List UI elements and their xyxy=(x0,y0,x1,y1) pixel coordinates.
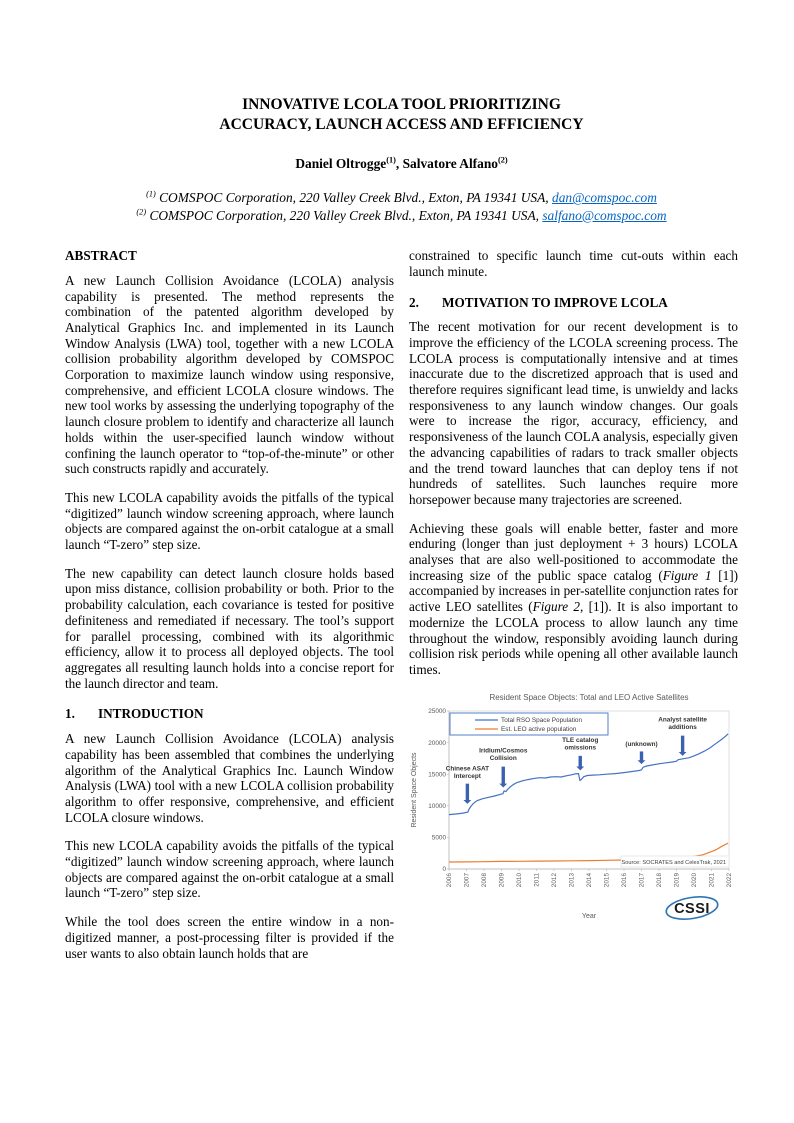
chart-annotation xyxy=(625,740,657,763)
continuation-paragraph-wrap xyxy=(409,248,738,279)
chart-title: Resident Space Objects: Total and LEO Active Satellites xyxy=(489,692,689,702)
paragraph xyxy=(409,521,738,678)
svg-text:CSSI: CSSI xyxy=(674,900,710,917)
paragraph: This new LCOLA capability avoids the pitfalls of the typical “digitized” launch window screening approach, where launch objects are compared against the on-orbit catalogue at a small launch “T-zero” step size. xyxy=(65,489,394,553)
paragraph: constrained to specific launch time cut-outs within each launch minute. xyxy=(409,248,738,279)
affiliation-marker: (2) xyxy=(136,207,147,217)
affiliation-marker: (1) xyxy=(146,189,156,199)
x-tick-label: 2013 xyxy=(568,872,576,887)
title-line-2: ACCURACY, LAUNCH ACCESS AND EFFICIENCY xyxy=(219,116,584,134)
svg-text:additions: additions xyxy=(668,723,697,731)
x-tick-label: 2019 xyxy=(673,872,681,887)
x-tick-label: 2017 xyxy=(638,872,646,887)
abstract-heading: ABSTRACT xyxy=(65,248,137,264)
cssi-logo xyxy=(665,893,720,922)
paragraph: While the tool does screen the entire window in a non-digitized manner, a post-processing filter is provided if the user wants to also obtain launch holds that are xyxy=(65,914,394,961)
authors-line: Daniel Oltrogge$^{(1)}$, Salvatore Alfano$^{(2)}$ xyxy=(295,155,508,172)
svg-text:TLE catalog: TLE catalog xyxy=(562,736,599,744)
rso-line-chart xyxy=(409,691,739,941)
x-tick-label: 2009 xyxy=(498,872,506,887)
section-title: INTRODUCTION xyxy=(98,706,204,722)
abstract-section xyxy=(65,273,394,692)
svg-text:Intercept: Intercept xyxy=(453,772,481,780)
y-tick-label: 5000 xyxy=(431,834,446,842)
y-axis-label: Resident Space Objects xyxy=(411,752,418,828)
source-note: Source: SOCRATES and CelesTrak, 2021 xyxy=(621,859,726,866)
affiliation-line xyxy=(65,189,738,206)
email-link[interactable]: salfano@comspoc.com xyxy=(542,207,667,223)
chart-legend xyxy=(450,713,608,735)
section-number: 1. xyxy=(65,706,75,722)
left-column xyxy=(65,248,394,974)
motivation-heading xyxy=(409,295,738,311)
x-tick-label: 2021 xyxy=(708,872,716,887)
x-tick-label: 2022 xyxy=(726,872,734,887)
author-affiliation-marker: (1) xyxy=(386,155,396,165)
affiliation-text: COMSPOC Corporation, 220 Valley Creek Blvd., Exton, PA 19341 USA, xyxy=(155,190,552,206)
y-tick-label: 25000 xyxy=(428,707,446,715)
paragraph: A new Launch Collision Avoidance (LCOLA) analysis capability has been assembled that combines the underlying algorithm of the Analytical Graphics Inc. Launch Window Analysis (LWA) tool with a new LCOLA collision probability algorithm to offer responsive, comprehensive, and efficient LCOLA closure windows. xyxy=(65,731,394,825)
svg-text:Analyst satellite: Analyst satellite xyxy=(658,716,707,724)
paragraph: The new capability can detect launch closure holds based upon miss distance, collision probability or both. Prior to the probability calculation, each covariance is tested for positive definiteness and remediated if necessary. The tool’s support for parallel processing, combined with its algorithmic efficiency, allow it to process all deployed objects. The tool aggregates all resulting launch holds into a concise report for the launch director and team. xyxy=(65,565,394,691)
chart-annotation xyxy=(562,737,598,770)
svg-text:omissions: omissions xyxy=(564,744,597,752)
x-tick-label: 2010 xyxy=(516,872,524,887)
section-number: 2. xyxy=(409,294,419,310)
figure-reference: Figure 1 xyxy=(662,567,712,583)
legend-label: Total RSO Space Population xyxy=(501,716,582,724)
figure-reference: Figure 2 xyxy=(532,599,580,615)
two-column-body xyxy=(65,248,738,974)
x-tick-label: 2015 xyxy=(603,872,611,887)
x-tick-label: 2008 xyxy=(481,872,489,887)
x-axis-label: Year xyxy=(581,912,597,920)
email-link[interactable]: dan@comspoc.com xyxy=(552,190,657,206)
affiliation-line xyxy=(65,207,738,224)
x-tick-label: 2012 xyxy=(551,872,559,887)
x-tick-label: 2014 xyxy=(586,872,594,887)
text-run: Achieving these goals will enable better, faster and more enduring (longer than just deployment + 3 hours) LCOLA analyses that are also well-positioned to accommodate the increasing size of the public space catalog ( xyxy=(409,520,738,583)
y-tick-label: 10000 xyxy=(428,802,446,810)
paragraph: The recent motivation for our recent development is to improve the efficiency of the LCOLA screening process. The LCOLA process is computationally intensive and at times inaccurate due to the discretized approach that is used and therefore requires significant lead time, is unwieldy and lacks responsiveness to any launch window changes. Our goals were to increase the rigor, accuracy, efficiency, and responsiveness of the launch COLA analysis, especially given the advancing capabilities of radars to track smaller objects and the trend toward launches that can deploy tens if not hundreds of satellites. Such launches require more horsepower because many trajectories are screened. xyxy=(409,319,738,507)
author-name: Daniel Oltrogge xyxy=(295,156,387,172)
chart-annotation xyxy=(658,716,707,755)
y-tick-label: 0 xyxy=(442,865,446,873)
x-tick-label: 2016 xyxy=(621,872,629,887)
paragraph: A new Launch Collision Avoidance (LCOLA) analysis capability is presented. The method represents the combination of the patented algorithm developed by Analytical Graphics Inc. and implemented in its Launch Window Analysis (LWA) tool, together with a new LCOLA collision probability algorithm developed by COMSPOC Corporation to maximize launch window using responsive, comprehensive, and efficient LCOLA closure windows. The new tool works by assessing the underlying topography of the launch closure problem to identify and characterize all launch holds within the user-specified launch window without confining the launch operator to “top-of-the-minute” or other such constructs rapidly and accurately. xyxy=(65,272,394,477)
author-name: Salvatore Alfano xyxy=(402,156,498,172)
svg-text:(unknown): (unknown) xyxy=(625,740,658,748)
paragraph: This new LCOLA capability avoids the pitfalls of the typical “digitized” launch window screening approach, where launch objects are compared against the on-orbit catalogue at a small launch “T-zero” step size. xyxy=(65,838,394,901)
text-run: [1]) accompanied by increases in per-satellite conjunction rates for active LEO satellites ( xyxy=(409,567,738,615)
affiliation-text: COMSPOC Corporation, 220 Valley Creek Blvd., Exton, PA 19341 USA, xyxy=(146,207,543,223)
section-title: MOTIVATION TO IMPROVE LCOLA xyxy=(442,294,668,310)
figure-1 xyxy=(409,691,738,945)
y-tick-label: 15000 xyxy=(428,771,446,779)
right-column xyxy=(409,248,738,974)
legend-label: Est. LEO active population xyxy=(501,725,577,733)
text-run: , [1]). It is also important to modernize the LCOLA process to allow launch any time throughout the window, responsibly avoiding launch during collision risk periods while opening all other available launch times. xyxy=(409,599,738,677)
x-tick-label: 2006 xyxy=(446,872,454,887)
y-tick-label: 20000 xyxy=(428,739,446,747)
author-affiliation-marker: (2) xyxy=(497,155,508,165)
introduction-section xyxy=(65,731,394,961)
introduction-heading xyxy=(65,706,394,722)
paper-title xyxy=(65,95,738,135)
x-tick-label: 2007 xyxy=(463,872,471,887)
title-line-1: INNOVATIVE LCOLA TOOL PRIORITIZING xyxy=(242,96,561,113)
motivation-section xyxy=(409,319,738,677)
x-tick-label: 2020 xyxy=(691,872,699,887)
svg-text:Iridium/Cosmos: Iridium/Cosmos xyxy=(479,747,528,755)
affiliations-block xyxy=(65,189,738,224)
svg-text:Collision: Collision xyxy=(489,754,517,762)
svg-text:Chinese ASAT: Chinese ASAT xyxy=(445,765,490,773)
x-tick-label: 2011 xyxy=(533,872,541,887)
x-tick-label: 2018 xyxy=(656,872,664,887)
